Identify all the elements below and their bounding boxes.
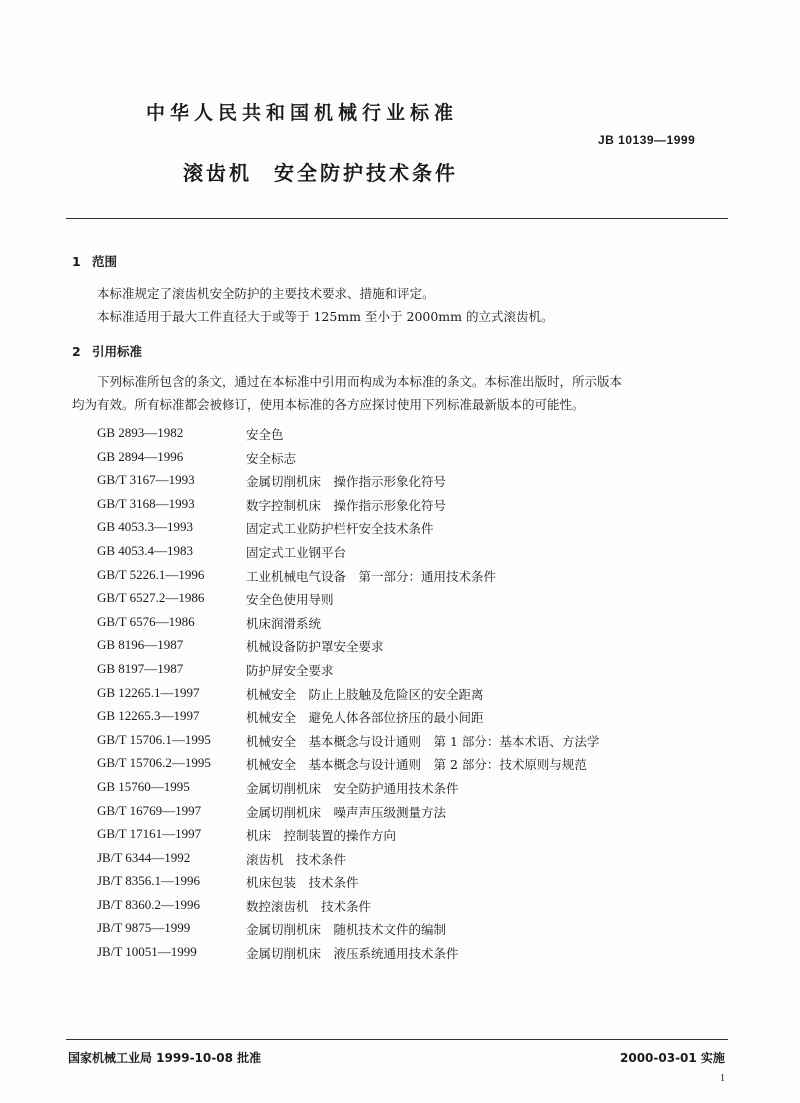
reference-title: 数控滚齿机 技术条件 bbox=[246, 898, 372, 914]
reference-code: JB/T 9875—1999 bbox=[97, 920, 191, 936]
reference-title: 金属切削机床 液压系统通用技术条件 bbox=[246, 946, 459, 962]
reference-code: GB/T 17161—1997 bbox=[97, 826, 202, 842]
section-2-heading bbox=[72, 342, 142, 360]
reference-title: 滚齿机 技术条件 bbox=[246, 851, 347, 867]
reference-title: 机床包装 技术条件 bbox=[246, 875, 359, 891]
reference-code: GB/T 15706.1—1995 bbox=[97, 731, 211, 747]
section-1-number: 1 bbox=[72, 254, 81, 269]
reference-code: GB/T 5226.1—1996 bbox=[97, 566, 205, 582]
reference-title: 机械安全 基本概念与设计通则 第 2 部分：技术原则与规范 bbox=[246, 757, 587, 773]
effective-date-line: 2000-03-01 实施 bbox=[620, 1051, 725, 1065]
document-title bbox=[183, 157, 458, 186]
header-divider bbox=[66, 218, 728, 219]
reference-title: 数字控制机床 操作指示形象化符号 bbox=[246, 497, 447, 513]
reference-code: GB 8197—1987 bbox=[97, 660, 184, 676]
reference-title: 金属切削机床 操作指示形象化符号 bbox=[246, 474, 447, 490]
reference-code: JB/T 10051—1999 bbox=[97, 944, 197, 960]
title-machine-name: 滚齿机 bbox=[183, 161, 252, 185]
section-2-intro-line-2: 均为有效。所有标准都会被修订，使用本标准的各方应探讨使用下列标准最新版本的可能性。 bbox=[72, 397, 585, 412]
reference-title: 安全标志 bbox=[246, 450, 297, 466]
reference-code: GB/T 16769—1997 bbox=[97, 802, 202, 818]
title-subject: 安全防护技术条件 bbox=[274, 161, 458, 185]
reference-title: 金属切削机床 安全防护通用技术条件 bbox=[246, 780, 459, 796]
reference-code: GB 4053.4—1983 bbox=[97, 542, 194, 558]
reference-code: GB/T 6527.2—1986 bbox=[97, 590, 205, 606]
reference-title: 固定式工业钢平台 bbox=[246, 544, 347, 560]
reference-code: GB/T 3167—1993 bbox=[97, 472, 195, 488]
reference-title: 金属切削机床 随机技术文件的编制 bbox=[246, 922, 447, 938]
reference-title: 机械安全 防止上肢触及危险区的安全距离 bbox=[246, 686, 484, 702]
reference-code: GB 15760—1995 bbox=[97, 778, 190, 794]
section-1-title: 范围 bbox=[92, 254, 118, 269]
reference-code: GB/T 3168—1993 bbox=[97, 495, 195, 511]
reference-title: 机床 控制装置的操作方向 bbox=[246, 828, 397, 844]
reference-title: 金属切削机床 噪声声压级测量方法 bbox=[246, 804, 447, 820]
reference-code: JB/T 8360.2—1996 bbox=[97, 896, 201, 912]
section-2-number: 2 bbox=[72, 344, 81, 359]
reference-code: GB/T 6576—1986 bbox=[97, 613, 195, 629]
reference-code: GB 8196—1987 bbox=[97, 637, 184, 653]
reference-code: GB 2894—1996 bbox=[97, 448, 184, 464]
page-number: 1 bbox=[720, 1073, 725, 1084]
reference-title: 机械安全 基本概念与设计通则 第 1 部分：基本术语、方法学 bbox=[246, 733, 600, 749]
reference-code: JB/T 8356.1—1996 bbox=[97, 873, 201, 889]
reference-code: JB/T 6344—1992 bbox=[97, 849, 191, 865]
reference-title: 机床润滑系统 bbox=[246, 615, 322, 631]
reference-title: 防护屏安全要求 bbox=[246, 662, 334, 678]
standard-code: JB 10139—1999 bbox=[598, 133, 696, 147]
reference-code: GB 12265.3—1997 bbox=[97, 708, 200, 724]
reference-code: GB/T 15706.2—1995 bbox=[97, 755, 211, 771]
reference-title: 机械设备防护罩安全要求 bbox=[246, 639, 384, 655]
section-1-paragraph-1: 本标准规定了滚齿机安全防护的主要技术要求、措施和评定。 bbox=[97, 286, 435, 301]
section-2-title: 引用标准 bbox=[92, 344, 143, 359]
section-1-heading bbox=[72, 252, 117, 270]
reference-title: 固定式工业防护栏杆安全技术条件 bbox=[246, 521, 434, 537]
section-1-paragraph-2: 本标准适用于最大工件直径大于或等于 125mm 至小于 2000mm 的立式滚齿机。 bbox=[97, 309, 554, 324]
reference-title: 工业机械电气设备 第一部分：通用技术条件 bbox=[246, 568, 497, 584]
approval-line: 国家机械工业局 1999-10-08 批准 bbox=[68, 1051, 262, 1065]
reference-code: GB 12265.1—1997 bbox=[97, 684, 200, 700]
footer-divider bbox=[66, 1039, 728, 1040]
reference-title: 安全色 bbox=[246, 427, 284, 442]
org-title: 中华人民共和国机械行业标准 bbox=[146, 102, 459, 124]
reference-code: GB 2893—1982 bbox=[97, 425, 184, 440]
reference-title: 机械安全 避免人体各部位挤压的最小间距 bbox=[246, 710, 484, 726]
reference-code: GB 4053.3—1993 bbox=[97, 519, 194, 535]
reference-title: 安全色使用导则 bbox=[246, 592, 334, 608]
section-2-intro-line-1: 下列标准所包含的条文，通过在本标准中引用而构成为本标准的条文。本标准出版时，所示版本 bbox=[97, 374, 623, 389]
